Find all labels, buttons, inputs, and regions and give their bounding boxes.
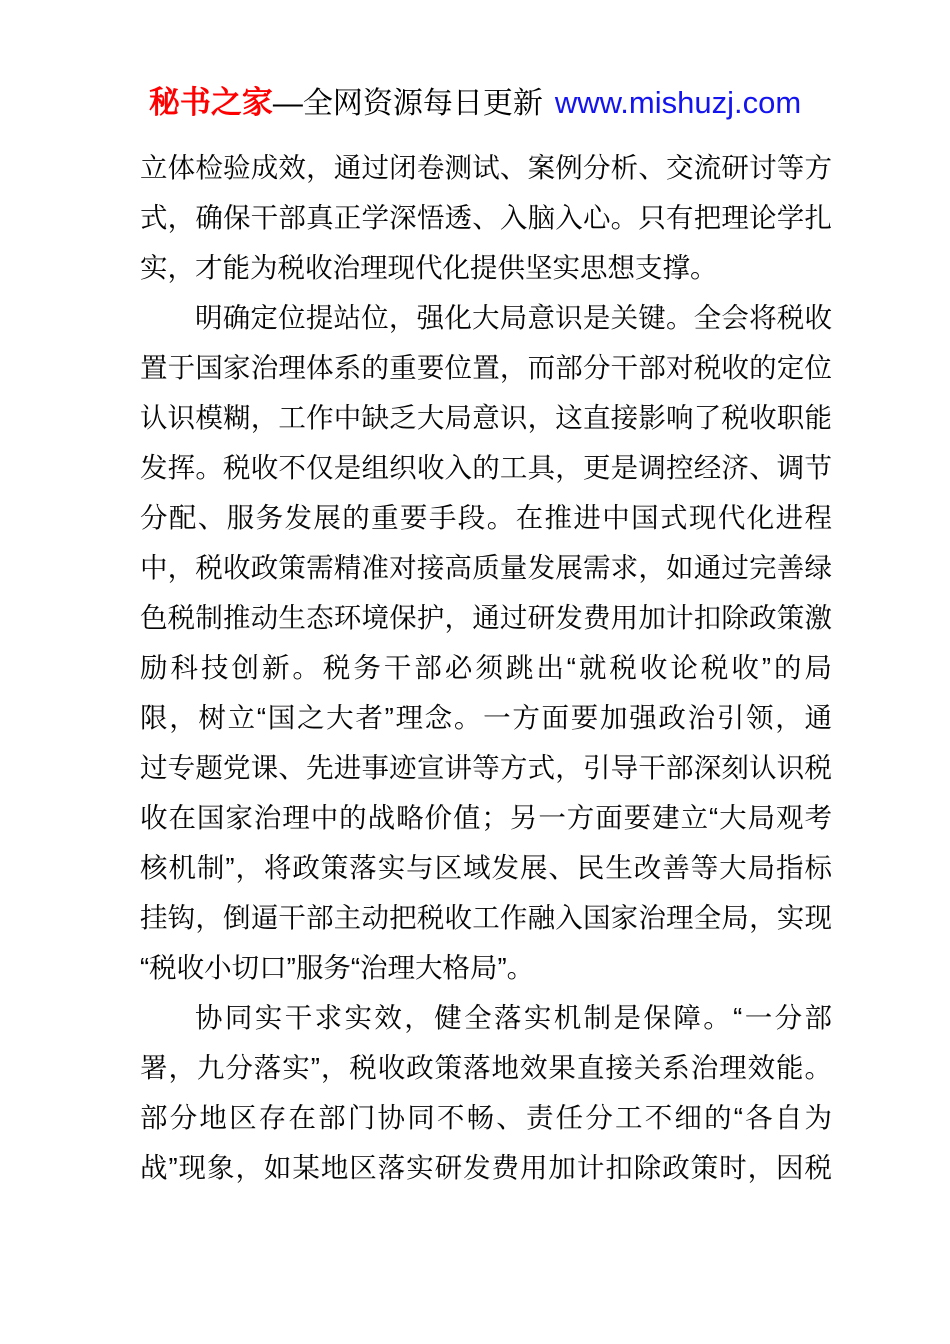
site-url-link[interactable]: www.mishuzj.com [554, 85, 802, 120]
text-line: 挂钩，倒逼干部主动把税收工作融入国家治理全局，实现 [140, 902, 832, 933]
text-line: 立体检验成效，通过闭卷测试、案例分析、交流研讨等方 [140, 152, 832, 183]
text-line: “税收小切口”服务“治理大格局”。 [140, 952, 535, 983]
text-line: 协同实干求实效，健全落实机制是保障。“一分部 [195, 1002, 832, 1033]
text-line: 过专题党课、先进事迹宣讲等方式，引导干部深刻认识税 [140, 752, 832, 783]
text-line: 励科技创新。税务干部必须跳出“就税收论税收”的局 [140, 652, 832, 683]
paragraph-2 [140, 293, 832, 993]
text-line: 署，九分落实”，税收政策落地效果直接关系治理效能。 [140, 1052, 832, 1083]
text-line: 中，税收政策需精准对接高质量发展需求，如通过完善绿 [140, 552, 832, 583]
text-line: 发挥。税收不仅是组织收入的工具，更是调控经济、调节 [140, 452, 832, 483]
page-header [0, 0, 950, 121]
header-separator: — [272, 87, 303, 120]
text-line: 限，树立“国之大者”理念。一方面要加强政治引领，通 [140, 702, 832, 733]
text-line: 色税制推动生态环境保护，通过研发费用加计扣除政策激 [140, 602, 832, 633]
text-line: 认识模糊，工作中缺乏大局意识，这直接影响了税收职能 [140, 402, 832, 433]
text-line: 式，确保干部真正学深悟透、入脑入心。只有把理论学扎 [140, 202, 832, 233]
text-line: 部分地区存在部门协同不畅、责任分工不细的“各自为 [140, 1102, 832, 1133]
document-body [140, 143, 832, 1193]
paragraph-3 [140, 993, 832, 1193]
paragraph-1 [140, 143, 832, 293]
text-line: 收在国家治理中的战略价值；另一方面要建立“大局观考 [140, 802, 832, 833]
header-tagline: 全网资源每日更新 [302, 87, 543, 120]
site-name: 秘书之家 [148, 85, 273, 120]
text-line: 实，才能为税收治理现代化提供坚实思想支撑。 [140, 252, 718, 283]
text-line: 置于国家治理体系的重要位置，而部分干部对税收的定位 [140, 352, 832, 383]
text-line: 核机制”，将政策落实与区域发展、民生改善等大局指标 [140, 852, 832, 883]
text-line: 分配、服务发展的重要手段。在推进中国式现代化进程 [140, 502, 832, 533]
text-line: 明确定位提站位，强化大局意识是关键。全会将税收 [195, 302, 832, 333]
text-line: 战”现象，如某地区落实研发费用加计扣除政策时，因税 [140, 1152, 832, 1183]
